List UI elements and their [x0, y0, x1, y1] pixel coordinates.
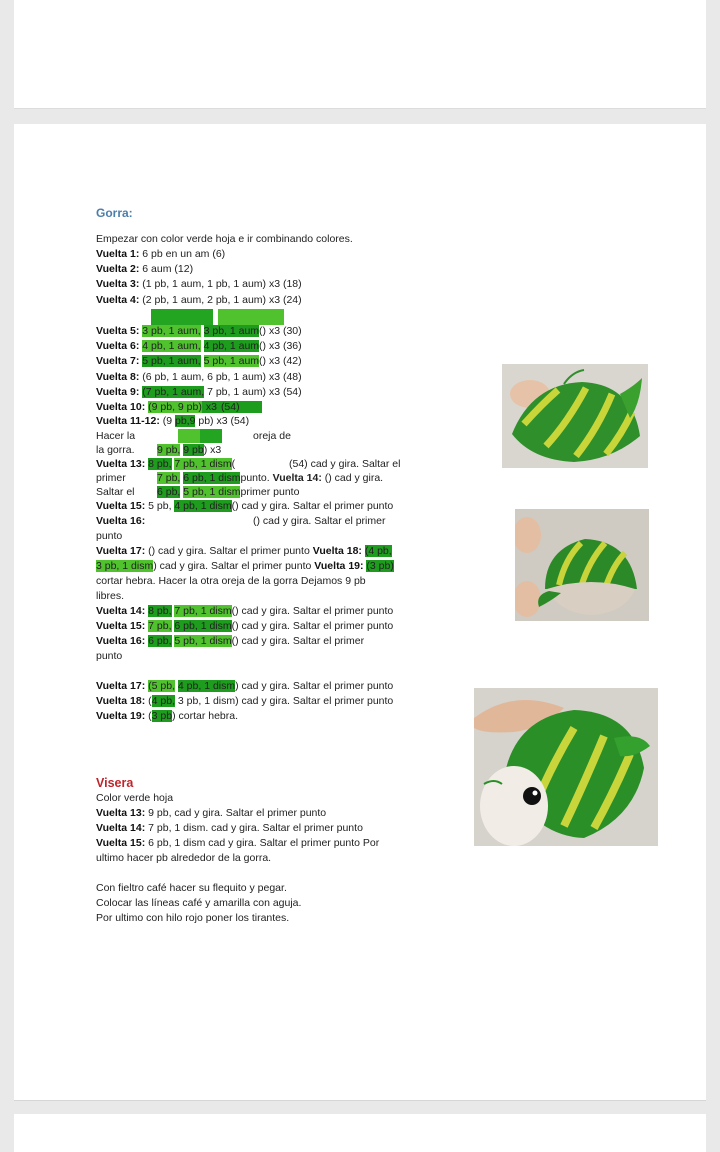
color-band	[218, 309, 284, 325]
round-1: Vuelta 1: 6 pb en un am (6)	[96, 248, 226, 260]
round-4: Vuelta 4: (2 pb, 1 aum, 2 pb, 1 aum) x3 (24)	[96, 294, 302, 306]
saltar-el-label: Saltar el	[96, 486, 135, 498]
round-3: Vuelta 3: (1 pb, 1 aum, 1 pb, 1 aum) x3 (18)	[96, 278, 302, 290]
section-title-gorra: Gorra:	[96, 206, 133, 220]
crochet-cap-photo-2	[515, 509, 649, 621]
libres-line: libres.	[96, 590, 125, 602]
saltar-sequence: 6 pb, 5 pb, 1 dismprimer punto	[157, 486, 300, 498]
note-lineas: Colocar las líneas café y amarilla con aguja.	[96, 897, 302, 909]
round-18-19: 3 pb, 1 dism) cad y gira. Saltar el primer punto Vuelta 19: (3 pb)	[96, 560, 394, 572]
round-8: Vuelta 8: (6 pb, 1 aum, 6 pb, 1 aum) x3 (48)	[96, 371, 302, 383]
round-16: Vuelta 16:	[96, 515, 146, 527]
round-7: Vuelta 7: 5 pb, 1 aum, 5 pb, 1 aum() x3 (42)	[96, 355, 302, 367]
round-16-end: () cad y gira. Saltar el primer	[253, 515, 386, 527]
punto-line-1: punto	[96, 530, 123, 542]
la-gorra-label: la gorra.	[96, 444, 135, 456]
round-14b: Vuelta 14: 8 pb, 7 pb, 1 dism() cad y gira. Saltar el primer punto	[96, 605, 394, 617]
note-tirantes: Por ultimo con hilo rojo poner los tirantes.	[96, 912, 290, 924]
round-18c: Vuelta 18: (4 pb, 3 pb, 1 dism) cad y gira. Saltar el primer punto	[96, 695, 394, 707]
round-15: Vuelta 15: 5 pb, 4 pb, 1 dism() cad y gira. Saltar el primer punto	[96, 500, 394, 512]
primer-label: primer	[96, 472, 126, 484]
round-10: Vuelta 10: (9 pb, 9 pb) x3 (54)	[96, 401, 262, 414]
note-fieltro: Con fieltro café hacer su flequito y pegar.	[96, 882, 287, 894]
round-5: Vuelta 5: 3 pb, 1 aum, 3 pb, 1 aum() x3 (30)	[96, 325, 302, 337]
round-13: Vuelta 13: 8 pb, 7 pb, 1 dism(	[96, 458, 236, 470]
visera-ultimo: ultimo hacer pb alrededor de la gorra.	[96, 852, 272, 864]
round-2: Vuelta 2: 6 aum (12)	[96, 263, 194, 275]
hacer-la-label: Hacer la	[96, 430, 136, 442]
visera-color: Color verde hoja	[96, 792, 174, 804]
color-band	[178, 429, 200, 443]
color-band	[200, 429, 222, 443]
round-15b: Vuelta 15: 7 pb, 6 pb, 1 dism() cad y gira. Saltar el primer punto	[96, 620, 394, 632]
round-17-18: Vuelta 17: () cad y gira. Saltar el primer punto Vuelta 18: (4 pb,	[96, 545, 392, 557]
visera-round-14: Vuelta 14: 7 pb, 1 dism. cad y gira. Saltar el primer punto	[96, 822, 363, 834]
cortar-line: cortar hebra. Hacer la otra oreja de la gorra Dejamos 9 pb	[96, 575, 366, 587]
round-11-12: Vuelta 11-12: (9 pb,9 pb) x3 (54)	[96, 415, 250, 427]
round-16b: Vuelta 16: 6 pb, 5 pb, 1 dism() cad y gira. Saltar el primer	[96, 635, 365, 647]
primer-sequence: 7 pb, 6 pb, 1 dismpunto. Vuelta 14: () cad y gira.	[157, 472, 384, 484]
bottom-page	[14, 1114, 706, 1152]
round-13-end: (54) cad y gira. Saltar el	[289, 458, 401, 470]
intro-line: Empezar con color verde hoja e ir combinando colores.	[96, 233, 353, 245]
top-page	[14, 0, 706, 109]
round-9: Vuelta 9: (7 pb, 1 aum, 7 pb, 1 aum) x3 (54)	[96, 386, 302, 398]
crochet-cap-photo-1	[502, 364, 648, 468]
round-6: Vuelta 6: 4 pb, 1 aum, 4 pb, 1 aum() x3 (36)	[96, 340, 302, 352]
visera-round-15: Vuelta 15: 6 pb, 1 dism cad y gira. Saltar el primer punto Por	[96, 837, 380, 849]
crochet-cap-photo-3	[474, 688, 658, 846]
la-gorra-sequence: 9 pb, 9 pb) x3	[157, 444, 222, 456]
punto-line-2: punto	[96, 650, 123, 662]
visera-round-13: Vuelta 13: 9 pb, cad y gira. Saltar el primer punto	[96, 807, 327, 819]
section-title-visera: Visera	[96, 776, 134, 790]
color-band	[151, 309, 213, 325]
oreja-de-label: oreja de	[253, 430, 291, 442]
round-19c: Vuelta 19: (3 pb) cortar hebra.	[96, 710, 239, 722]
round-17c: Vuelta 17: (5 pb, 4 pb, 1 dism) cad y gira. Saltar el primer punto	[96, 680, 394, 692]
